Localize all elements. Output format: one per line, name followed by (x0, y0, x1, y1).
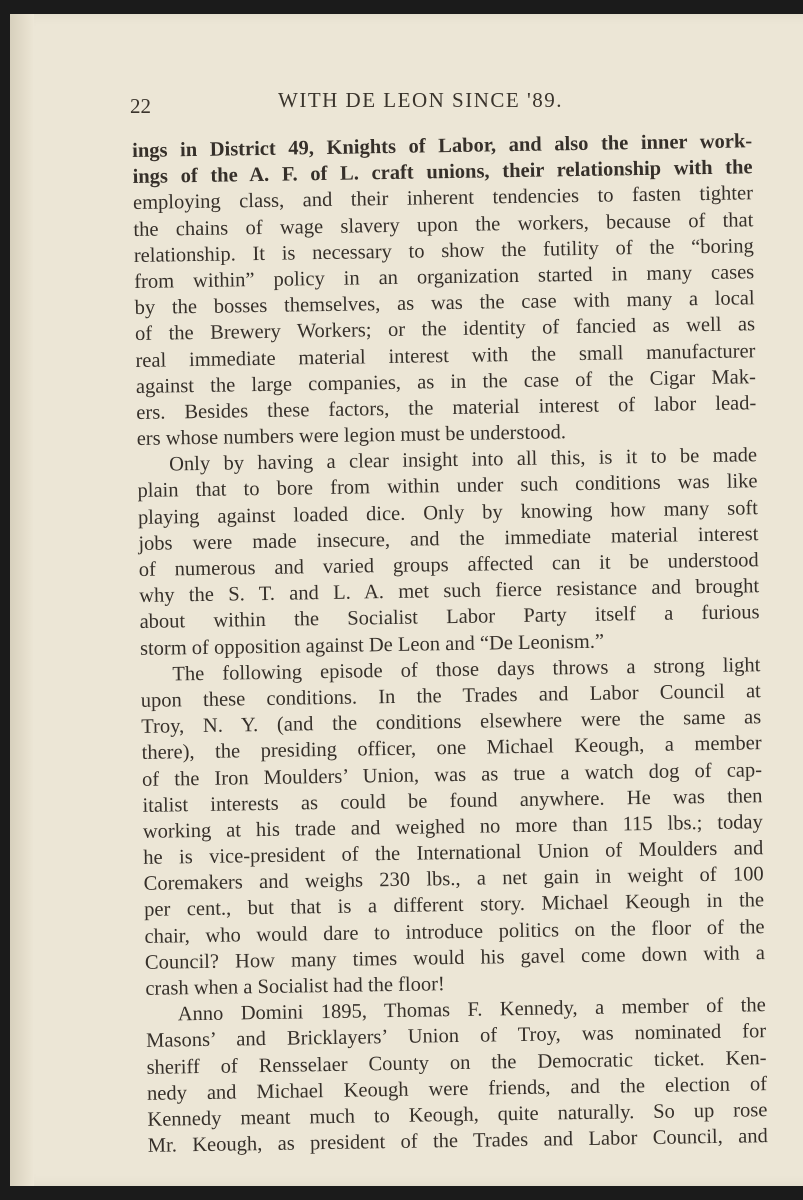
text-line: of the Iron Moulders’ Union, was as true a watch dog of cap- (141, 758, 763, 791)
text-line: per cent., but that is a different story. Michael Keough in the (143, 889, 765, 922)
text-line: he is vice-president of the International Union of Moulders and (143, 837, 764, 869)
text-line: real immediate material interest with the small manufacturer (135, 339, 756, 372)
book-page (10, 14, 803, 1186)
text-line: chair, who would dare to introduce politics on the floor of the (144, 915, 765, 948)
text-line: employing class, and their inherent tendencies to fasten tighter (132, 182, 754, 215)
text-line: of numerous and varied groups affected can it be understood (138, 549, 759, 581)
text-line: Only by having a clear insight into all this, is it to be made (168, 444, 758, 476)
text-line: against the large companies, as in the case of the Cigar Mak- (135, 365, 757, 398)
text-line: jobs were made insecure, and the immediate material interest (138, 523, 759, 555)
text-line: plain that to bore from within under such conditions was like (137, 470, 758, 503)
page-number: 22 (130, 94, 151, 118)
text-line: ings of the A. F. of L. craft unions, their relationship with the (132, 156, 753, 189)
text-line: ings in District 49, Knights of Labor, and also the inner work- (132, 130, 753, 162)
text-line: nedy and Michael Keough were friends, and the election of (146, 1072, 768, 1105)
page-gutter (10, 14, 34, 1186)
text-line: upon these conditions. In the Trades and Labor Council at (140, 680, 761, 712)
text-line: The following episode of those days throws a strong light (172, 653, 761, 686)
text-line: Anno Domini 1895, Thomas F. Kennedy, a member of the (177, 994, 766, 1026)
text-line: about within the Socialist Labor Party itself a furious (139, 601, 760, 634)
body-text (132, 128, 768, 1159)
text-line: of the Brewery Workers; or the identity of fancied as well as (134, 313, 756, 346)
text-line: working at his trade and weighed no more than 115 lbs.; today (142, 811, 763, 843)
text-line: playing against loaded dice. Only by knowing how many soft (137, 496, 759, 529)
text-line: the chains of wage slavery upon the workers, because of that (133, 208, 754, 241)
text-line: there), the presiding officer, one Michael Keough, a member (141, 732, 762, 765)
text-line: sheriff of Rensselaer County on the Democratic ticket. Ken- (146, 1046, 767, 1079)
text-line: Kennedy meant much to Keough, quite naturally. So up rose (147, 1099, 768, 1131)
page-header (130, 88, 730, 120)
text-line: by the bosses themselves, as was the case with many a local (134, 287, 755, 320)
text-line: Masons’ and Bricklayers’ Union of Troy, was nominated for (146, 1020, 767, 1053)
text-line: storm of opposition against De Leon and “De Leonism.” (139, 630, 605, 660)
text-line: crash when a Socialist had the floor! (145, 973, 445, 1000)
text-line: ers. Besides these factors, the material interest of labor lead- (136, 392, 757, 424)
text-line: Troy, N. Y. (and the conditions elsewhere were the same as (141, 706, 762, 739)
text-line: from within” policy in an organization started in many cases (134, 261, 755, 293)
text-line: Council? How many times would his gavel come down with a (144, 941, 766, 974)
running-title: WITH DE LEON SINCE '89. (278, 88, 563, 112)
text-line: ers whose numbers were legion must be understood. (136, 421, 567, 451)
text-line: relationship. It is necessary to show the futility of the “boring (133, 234, 754, 267)
text-line: why the S. T. and L. A. met such fierce resistance and brought (139, 575, 760, 608)
text-line: italist interests as could be found anywhere. He was then (142, 784, 763, 817)
text-line: Coremakers and weighs 230 lbs., a net gain in weight of 100 (143, 863, 764, 896)
text-line: Mr. Keough, as president of the Trades and Labor Council, and (147, 1125, 768, 1157)
